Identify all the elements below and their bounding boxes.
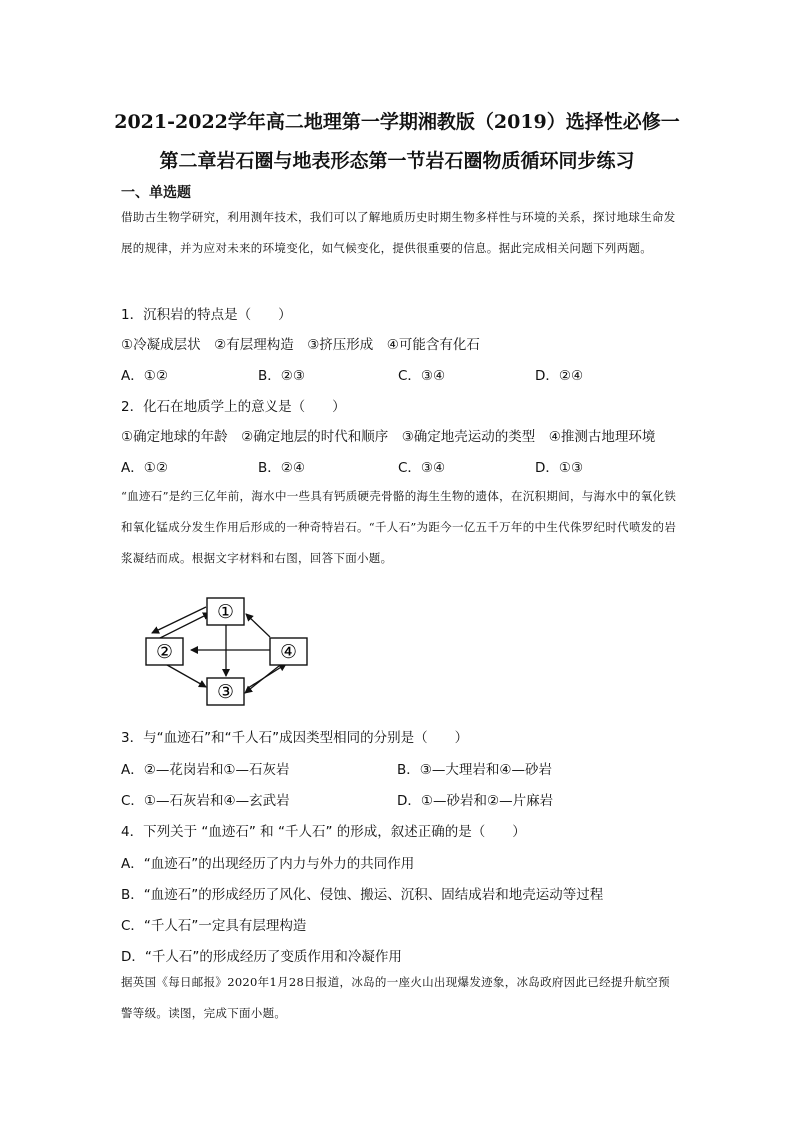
question-2-option-d[interactable]: D．①③: [535, 460, 584, 476]
question-2-option-c[interactable]: C．③④: [398, 460, 446, 476]
question-3-option-d[interactable]: D．①—砂岩和②—片麻岩: [397, 793, 554, 809]
question-2-items: ①确定地球的年龄 ②确定地层的时代和顺序 ③确定地壳运动的类型 ④推测古地理环境: [121, 429, 656, 445]
intro-paragraph-2: “血迹石”是约三亿年前，海水中一些具有钙质硬壳骨骼的海生生物的遗体，在沉积期间，与海水中的氧化铁和氧化锰成分发生作用后形成的一种奇特岩石。“千人石”为距今一亿五千万年的中生代侏罗纪时代喷发的岩浆凝结而成。根据文字材料和右图，回答下面小题。: [121, 489, 677, 565]
question-3-option-c[interactable]: C．①—石灰岩和④—玄武岩: [121, 793, 290, 809]
node-label-3: ③: [216, 681, 235, 703]
question-4-option-d[interactable]: D．“千人石”的形成经历了变质作用和冷凝作用: [121, 949, 402, 965]
question-1-option-c[interactable]: C．③④: [398, 368, 446, 384]
question-1-stem: 1．沉积岩的特点是（ ）: [121, 307, 292, 323]
question-2-option-b[interactable]: B．②④: [258, 460, 305, 476]
node-label-2: ②: [155, 641, 174, 663]
question-1-option-b[interactable]: B．②③: [258, 368, 305, 384]
question-1-option-d[interactable]: D．②④: [535, 368, 584, 384]
question-3-option-b[interactable]: B．③—大理岩和④—砂岩: [397, 762, 552, 778]
question-2-option-a[interactable]: A．①②: [121, 460, 168, 476]
intro-paragraph-3: 据英国《每日邮报》2020年1月28日报道，冰岛的一座火山出现爆发迹象，冰岛政府因此已经提升航空预警等级。读图，完成下面小题。: [121, 975, 670, 1020]
arrow-4-to-1: [246, 614, 270, 637]
doc-title-line-1: 2021-2022学年高二地理第一学期湘教版（2019）选择性必修一: [114, 111, 680, 133]
question-4-option-b[interactable]: B．“血迹石”的形成经历了风化、侵蚀、搬运、沉积、固结成岩和地壳运动等过程: [121, 887, 604, 903]
arrow-4-to-3: [245, 666, 279, 693]
rock-cycle-diagram: [140, 592, 320, 712]
question-4-option-c[interactable]: C．“千人石”一定具有层理构造: [121, 918, 307, 934]
question-2-stem: 2．化石在地质学上的意义是（ ）: [121, 399, 346, 415]
node-label-4: ④: [279, 641, 298, 663]
question-4-option-a[interactable]: A．“血迹石”的出现经历了内力与外力的共同作用: [121, 856, 415, 872]
question-1-items: ①冷凝成层状 ②有层理构造 ③挤压形成 ④可能含有化石: [121, 337, 480, 353]
question-4-stem: 4．下列关于 “血迹石” 和 “千人石” 的形成，叙述正确的是（ ）: [121, 824, 526, 840]
section-heading: 一、单选题: [121, 185, 191, 201]
question-3-option-a[interactable]: A．②—花岗岩和①—石灰岩: [121, 762, 290, 778]
node-label-1: ①: [216, 601, 235, 623]
question-1-option-a[interactable]: A．①②: [121, 368, 168, 384]
question-3-stem: 3．与“血迹石”和“千人石”成因类型相同的分别是（ ）: [121, 730, 469, 746]
doc-title-line-2: 第二章岩石圈与地表形态第一节岩石圈物质循环同步练习: [159, 150, 635, 172]
intro-paragraph-1: 借助古生物学研究，利用测年技术，我们可以了解地质历史时期生物多样性与环境的关系，探讨地球生命发展的规律，并为应对未来的环境变化，如气候变化，提供很重要的信息。据此完成相关问题下列两题。: [121, 210, 676, 255]
